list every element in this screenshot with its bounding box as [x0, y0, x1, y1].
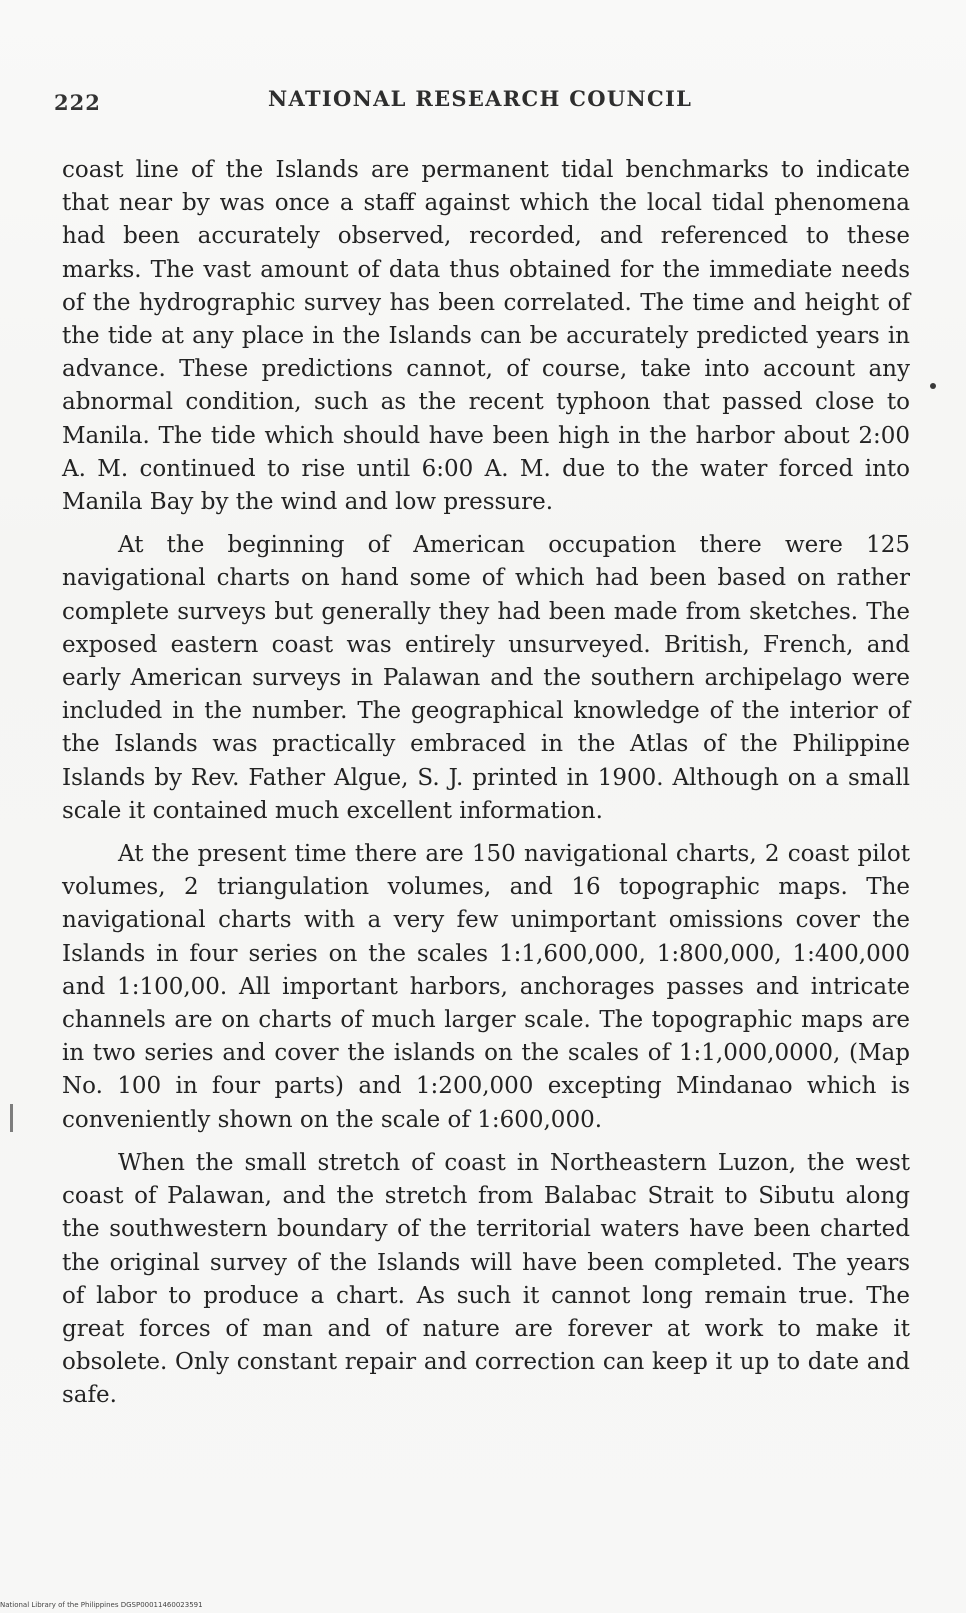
paragraph-2: At the beginning of American occupation there were 125 navigational charts on hand some of which had been based on rather complete surveys but generally they had been made from sketches. The exposed eastern coast was entirely unsurveyed. British, French, and early American surveys in Palawan and the southern archipelago were included in the number. The geographical knowledge of the interior of the Islands was practically embraced in the Atlas of the Philippine Islands by Rev. Father Algue, S. J. printed in 1900. Although on a small scale it contained much excellent information. — [62, 532, 910, 824]
page-header — [54, 86, 909, 130]
paragraph-4: When the small stretch of coast in Northeastern Luzon, the west coast of Palawan, and the stretch from Balabac Strait to Sibutu along the southwestern boundary of the territorial waters have been charted the original survey of the Islands will have been completed. The years of labor to produce a chart. As such it cannot long remain true. The great forces of man and of nature are forever at work to make it obsolete. Only constant repair and correction can keep it up to date and safe. — [62, 1149, 910, 1409]
page-number: 222 — [54, 90, 101, 115]
margin-dot-mark — [930, 383, 936, 389]
margin-edge-mark — [10, 1104, 13, 1132]
paragraph-3: At the present time there are 150 navigational charts, 2 coast pilot volumes, 2 triangulation volumes, and 16 topographic maps. The navigational charts with a very few unimportant omissions cover the Islands in four series on the scales 1:1,600,000, 1:800,000, 1:400,000 and 1:100,00. All important harbors, anchorages passes and intricate channels are on charts of much larger scale. The topographic maps are in two series and cover the islands on the scales of 1:1,000,0000, (Map No. 100 in four parts) and 1:200,000 excepting Mindanao which is conveniently shown on the scale of 1:600,000. — [62, 841, 910, 1133]
paragraph-1: coast line of the Islands are permanent tidal benchmarks to indicate that near by was once a staff against which the local tidal phenomena had been accurately observed, recorded, and referenced to these marks. The vast amount of data thus obtained for the immediate needs of the hydrographic survey has been correlated. The time and height of the tide at any place in the Islands can be accurately predicted years in advance. These predictions cannot, of course, take into account any abnormal condition, such as the recent typhoon that passed close to Manila. The tide which should have been high in the harbor about 2:00 A. M. continued to rise until 6:00 A. M. due to the water forced into Manila Bay by the wind and low pressure. — [62, 157, 910, 516]
source-footer-note: National Library of the Philippines DGSP00011460023591 — [0, 1601, 203, 1609]
body-text — [62, 154, 910, 1413]
running-head: NATIONAL RESEARCH COUNCIL — [268, 86, 693, 111]
